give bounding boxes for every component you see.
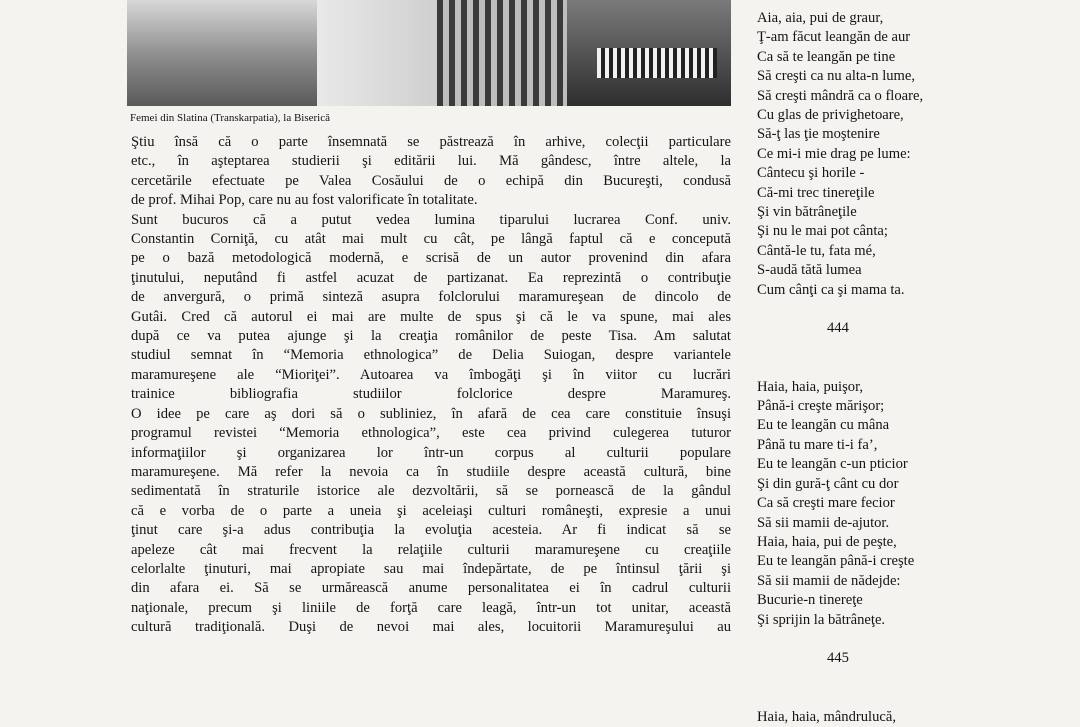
poem-line: Şi sprijin la bătrâneţe.: [757, 611, 886, 628]
poem-column: [757, 9, 1057, 727]
text-line: de prof. Mihai Pop, care nu au fost valorificate în totalitate.: [131, 192, 478, 209]
poem-line: Până tu mare ti-i fa’,: [757, 436, 878, 453]
text-line: Gutâi. Cred că autorul ei mai are multe de spus şi că le va spune, mai ales: [131, 308, 731, 325]
poem-line: Bucurie-n tinereţe: [757, 592, 863, 609]
text-line: studiul semnat în “Memoria ethnologica” de Delia Suiogan, despre variantele: [131, 347, 731, 364]
poem-line: Aia, aia, pui de graur,: [757, 10, 884, 26]
poem-line: Eu te leangăn cu mâna: [757, 417, 890, 434]
poem-number: 445: [827, 650, 849, 667]
poem-line: Ca să creşti mare fecior: [757, 495, 895, 512]
poem-line: Până-i creşte mărişor;: [757, 398, 885, 415]
poem-line: Cum cânţi ca şi mama ta.: [757, 281, 905, 298]
text-line: ţinutului, neputând fi astfel acuzat de partizanat. Ea reprezintă o contribuţie: [131, 269, 731, 286]
main-text: [131, 133, 731, 638]
text-line: maramureşene ale “Mioriţei”. Autoarea va îmbogăţi şi în viitor cu lucrări: [131, 366, 731, 383]
paragraph-3: [131, 405, 731, 638]
text-line: trainice bibliografia studiilor folclorice despre Maramureş.: [131, 386, 731, 403]
text-line: din afara ei. Să se urmărească anume personalitatea ei în cadrul culturii: [131, 580, 731, 597]
text-line: că e vorba de o parte a uneia şi aceleiaşi culturi româneşti, expresie a unui: [131, 502, 731, 519]
poem-line: S-audă tătă lumea: [757, 262, 862, 279]
text-line: O idee pe care aş dori să o subliniez, în afară de cea care constituie însuşi: [131, 405, 731, 422]
poem-line: Să sii mamii de nădejde:: [757, 572, 901, 589]
text-line: celorlalte ţinuturi, mai apropiate sau mai îndepărtate, de pe întinsul ţării şi: [131, 560, 731, 577]
text-line: cercetările efectuate pe Valea Cosăului de o echipă din Bucureşti, condusă: [131, 172, 731, 189]
poem-line: Să creşti ca nu alta-n lume,: [757, 68, 916, 85]
text-line: maramureşene. Mă refer la nevoia ca în studiile despre această cultură, bine: [131, 463, 731, 480]
poem-line: Ţ-am făcut leangăn de aur: [757, 29, 911, 46]
text-line: programul revistei “Memoria ethnologica”, este cea privind culegerea tuturor: [131, 425, 731, 442]
text-line: sedimentată în straturile istorice ale dezvoltării, să se pornească de la gândul: [131, 483, 731, 500]
paragraph-1: [131, 133, 731, 211]
poem-line: Haia, haia, mândrulucă,: [757, 708, 896, 725]
photo-caption: Femei din Slatina (Transkarpatia), la Biserică: [130, 112, 330, 124]
poem-line: Haia, haia, puişor,: [757, 378, 863, 395]
poem-line: Cu glas de privighetoare,: [757, 107, 904, 124]
poem-number: 444: [827, 320, 849, 337]
poem-line: Cântă-le tu, fata mé,: [757, 242, 876, 259]
text-line: apeleze cât mai frecvent la relaţiile culturii maramureşene cu creaţiile: [131, 541, 731, 558]
poem-line: Că-mi trec tinereţile: [757, 184, 875, 201]
poem-line: Să creşti mândră ca o floare,: [757, 87, 924, 104]
text-line: Ştiu însă că o parte însemnată se păstrează în arhive, colecţii particulare: [131, 134, 731, 150]
poem-line: Ca să te leangăn pe tine: [757, 48, 896, 65]
poem-line: Şi vin bătrâneţile: [757, 204, 857, 221]
poem-line: Cântecu şi horile -: [757, 165, 865, 182]
poem-line: Să sii mamii de-ajutor.: [757, 514, 890, 531]
text-line: Constantin Corniţă, cu atât mai mult cu cât, pe lângă faptul că e concepută: [131, 231, 731, 248]
text-line: cultură tradiţională. Duşi de nevoi mai ales, locuitorii Maramureşului au: [131, 619, 731, 636]
photo-women-church: [127, 0, 731, 106]
poem-line: Eu te leangăn până-i creşte: [757, 553, 915, 570]
text-line: ţinut care şi-a adus contribuţia la evoluţia acesteia. Ar fi indicat să se: [131, 522, 731, 539]
paragraph-2: [131, 211, 731, 405]
text-line: de anvergură, o primă sinteză asupra folclorului maramureşean de dincolo de: [131, 289, 731, 306]
text-line: după ce va putea ajunge şi la creaţia românilor de peste Tisa. Am salutat: [131, 328, 731, 345]
poem-line: Să-ţ las ţie moştenire: [757, 126, 880, 143]
text-line: informaţiilor şi organizarea lor într-un corpus al culturii populare: [131, 444, 731, 461]
text-line: naţionale, precum şi liniile de forţă care leagă, într-un tot unitar, această: [131, 599, 731, 616]
poem-line: Şi din gură-ţ cânt cu dor: [757, 475, 899, 492]
text-line: pe o bază metodologică modernă, e scrisă de un autor provenind din afara: [131, 250, 731, 267]
poem-line: Eu te leangăn c-un pticior: [757, 456, 908, 473]
text-line: etc., în aşteptarea studierii şi editării lui. Mă gândesc, între altele, la: [131, 153, 731, 170]
poem-line: Haia, haia, pui de peşte,: [757, 533, 897, 550]
text-line: Sunt bucuros că a putut vedea lumina tiparului lucrarea Conf. univ.: [131, 211, 731, 228]
poem-line: Şi nu le mai pot cânta;: [757, 223, 888, 240]
poem-line: Ce mi-i mie drag pe lume:: [757, 145, 911, 162]
